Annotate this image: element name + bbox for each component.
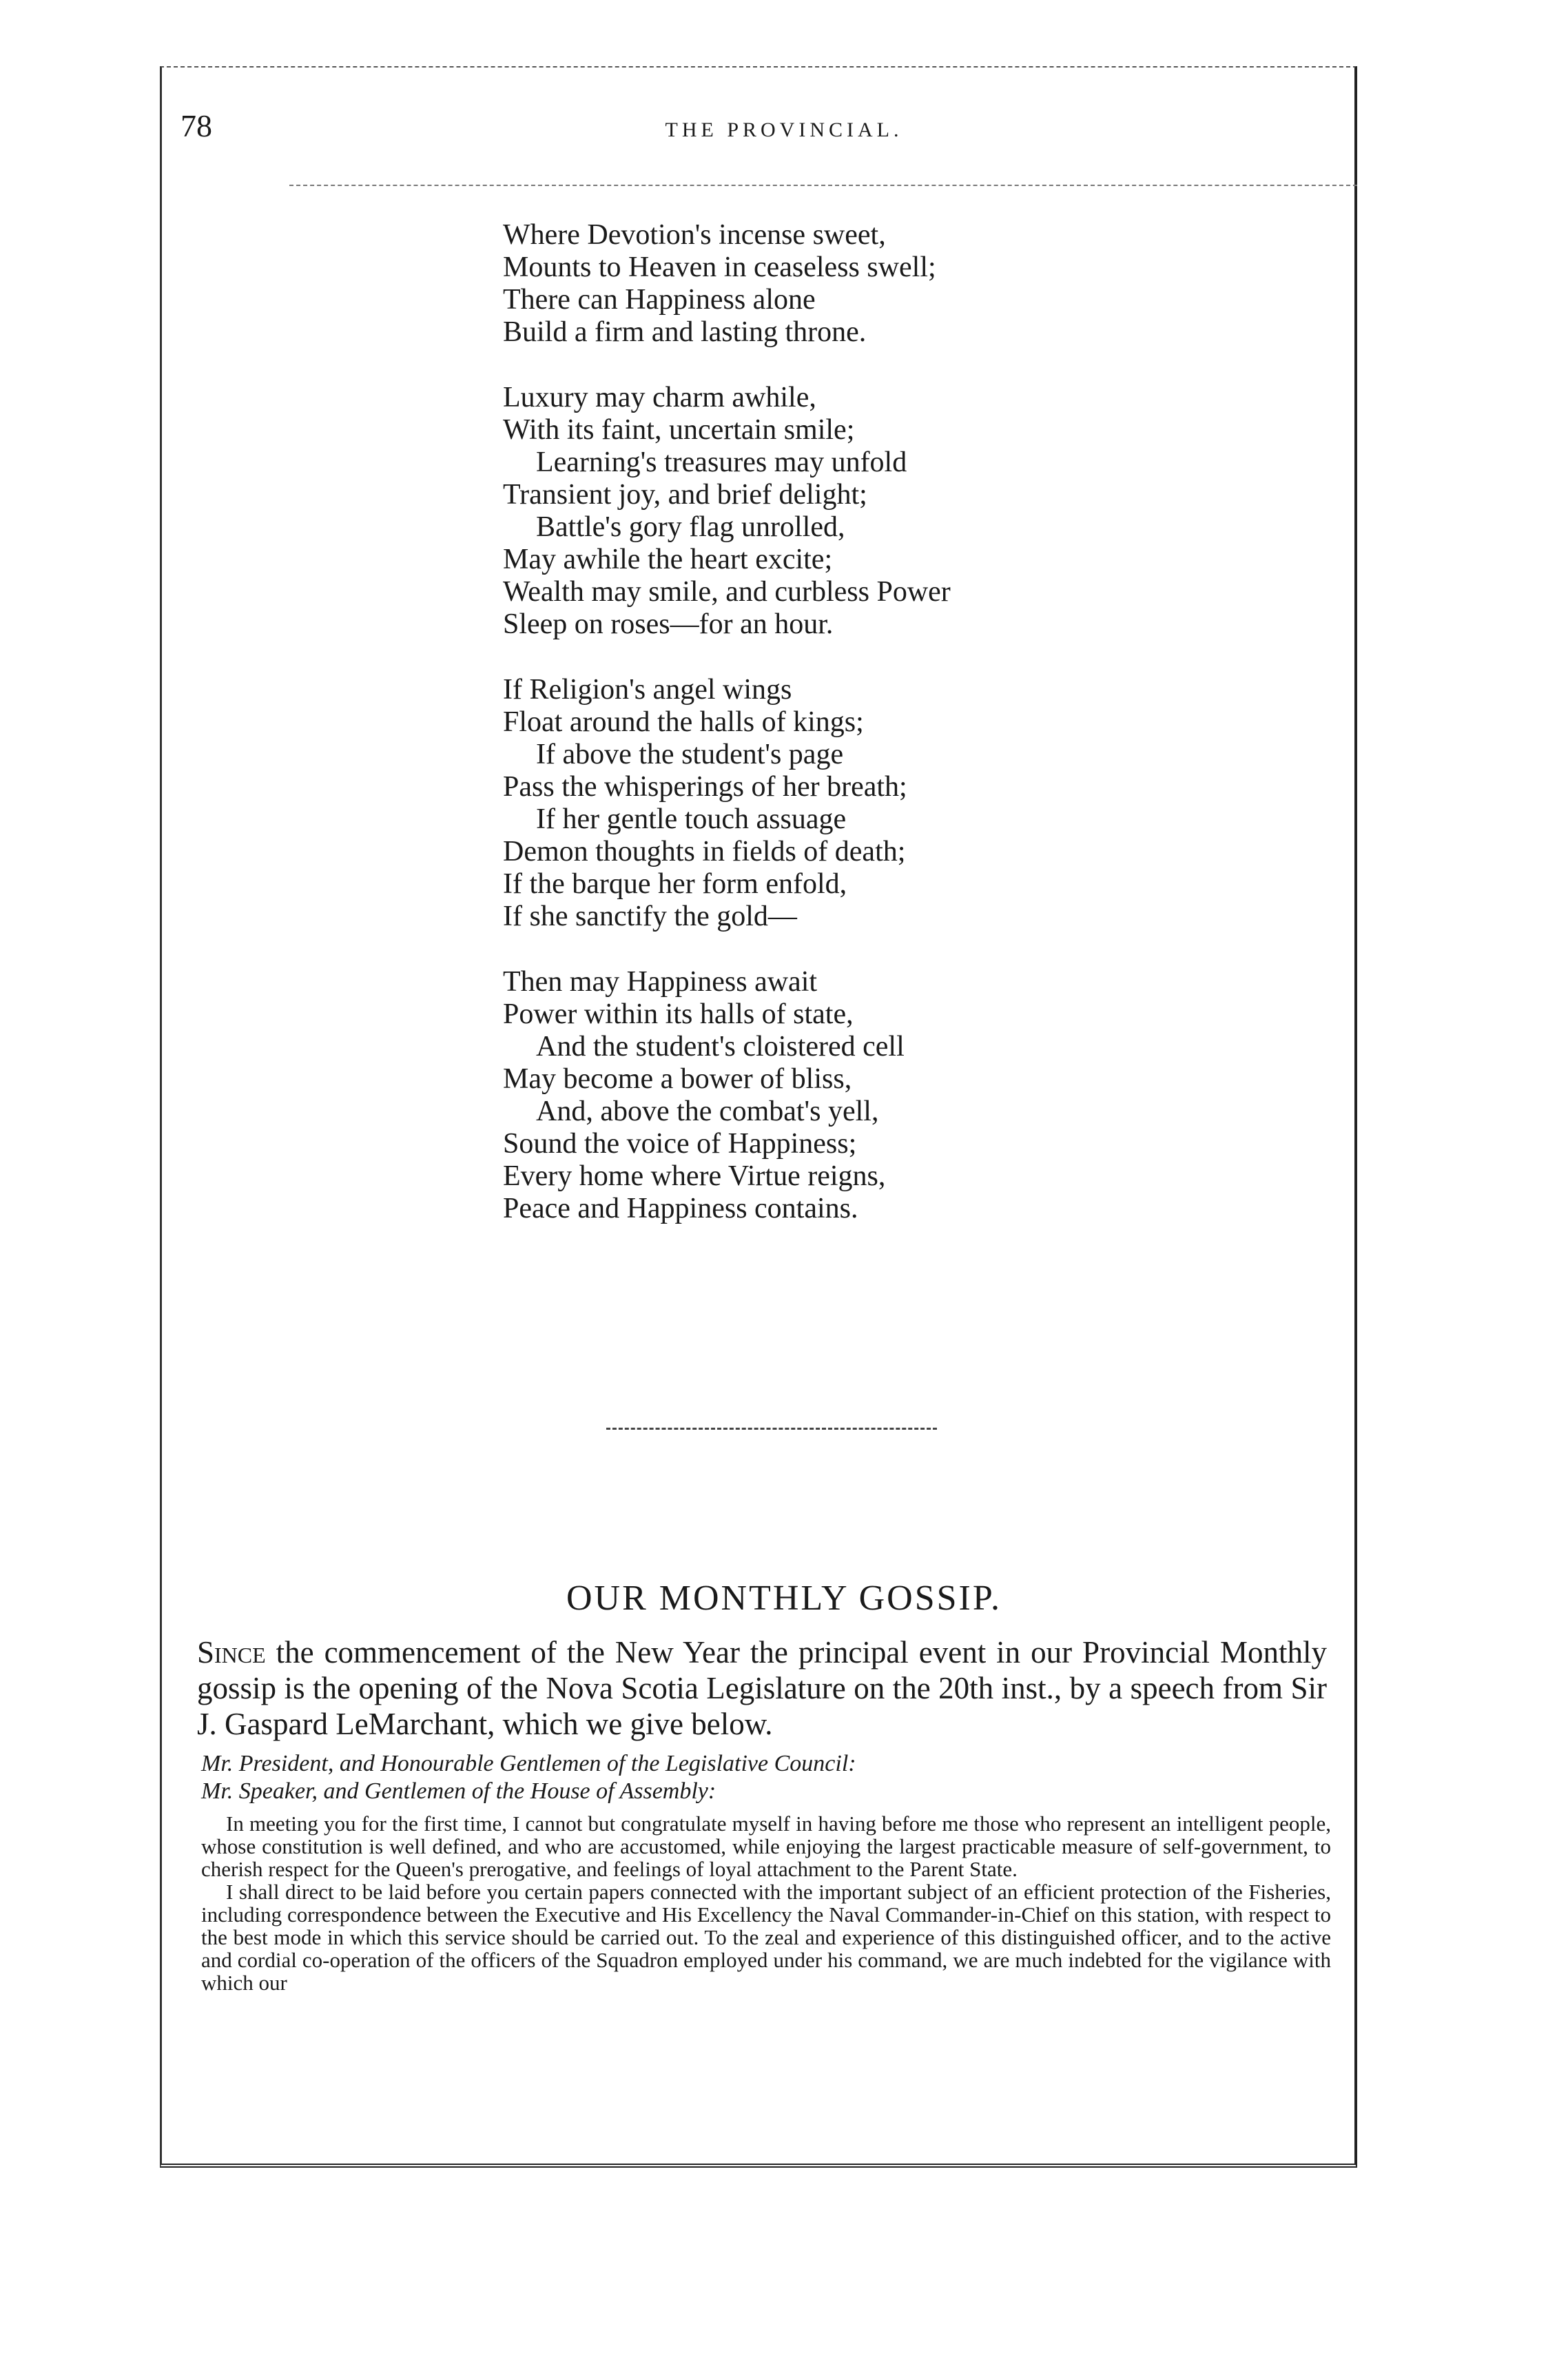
poem-line: Learning's treasures may unfold	[536, 446, 907, 478]
poem-line: With its faint, uncertain smile;	[503, 414, 855, 446]
running-head: THE PROVINCIAL.	[665, 119, 903, 141]
poem-line: If Religion's angel wings	[503, 674, 792, 706]
intro-paragraph	[197, 1634, 1327, 1742]
poem-line: May become a bower of bliss,	[503, 1063, 852, 1095]
speech-paragraph: I shall direct to be laid before you certain papers connected with the important subject of an efficient protection of the Fisheries, including correspondence between the Executive and His Excellency the Naval Commander-in-Chief on this station, with respect to the best mode in which this service should be carried out. To the zeal and experience of this distinguished officer, and to the active and cordial co-operation of the officers of the Squadron employed under his command, we are much indebted for the vigilance with which our	[201, 1880, 1331, 1995]
poem-line: Where Devotion's incense sweet,	[503, 219, 886, 251]
poem-line: Mounts to Heaven in ceaseless swell;	[503, 251, 936, 283]
poem	[503, 219, 951, 1258]
poem-line: Float around the halls of kings;	[503, 706, 864, 738]
poem-line: Power within its halls of state,	[503, 998, 854, 1030]
header-rule	[289, 185, 1357, 186]
poem-line: Battle's gory flag unrolled,	[536, 511, 845, 543]
poem-line: Sleep on roses—for an hour.	[503, 608, 834, 640]
poem-line: If above the student's page	[536, 739, 844, 770]
salutation-council: Mr. President, and Honourable Gentlemen of the Legislative Council:	[201, 1751, 856, 1776]
poem-line: Every home where Virtue reigns,	[503, 1160, 886, 1192]
speech-salutation	[201, 1750, 856, 1805]
poem-line: Luxury may charm awhile,	[503, 382, 816, 413]
speech-text	[201, 1812, 1331, 1994]
poem-stanza	[503, 219, 951, 349]
poem-stanza	[503, 674, 951, 933]
speech-paragraph: In meeting you for the first time, I cannot but congratulate myself in having before me those who represent an intelligent people, whose constitution is well defined, and who are accustomed, while enjoying the largest practicable measure of self-government, to cherish respect for the Queen's prerogative, and feelings of loyal attachment to the Parent State.	[201, 1811, 1331, 1881]
poem-line: If she sanctify the gold—	[503, 901, 797, 932]
poem-line: If the barque her form enfold,	[503, 868, 847, 900]
poem-line: Sound the voice of Happiness;	[503, 1128, 857, 1160]
poem-line: Transient joy, and brief delight;	[503, 479, 867, 511]
poem-stanza	[503, 966, 951, 1225]
poem-line: And, above the combat's yell,	[536, 1096, 879, 1127]
page-number: 78	[180, 108, 212, 143]
poem-line: Peace and Happiness contains.	[503, 1193, 858, 1224]
section-title: OUR MONTHLY GOSSIP.	[566, 1579, 1002, 1618]
salutation-assembly: Mr. Speaker, and Gentlemen of the House of Assembly:	[201, 1778, 716, 1804]
poem-line: Then may Happiness await	[503, 966, 818, 998]
poem-line: May awhile the heart excite;	[503, 544, 833, 575]
poem-line: Pass the whisperings of her breath;	[503, 771, 907, 803]
poem-line: Wealth may smile, and curbless Power	[503, 576, 951, 608]
poem-line: Build a firm and lasting throne.	[503, 316, 867, 348]
poem-line: If her gentle touch assuage	[536, 803, 847, 835]
poem-line: Demon thoughts in fields of death;	[503, 836, 906, 867]
section-divider	[606, 1428, 937, 1430]
poem-line: There can Happiness alone	[503, 284, 816, 316]
poem-line: And the student's cloistered cell	[536, 1031, 905, 1062]
poem-stanza	[503, 382, 951, 641]
intro-text: the commencement of the New Year the principal event in our Provincial Monthly gossip is the opening of the Nova Scotia Legislature on the 20th inst., by a speech from Sir J. Gaspard LeMarchant, which we give below.	[197, 1635, 1327, 1741]
intro-lead-word: Since	[197, 1635, 266, 1670]
